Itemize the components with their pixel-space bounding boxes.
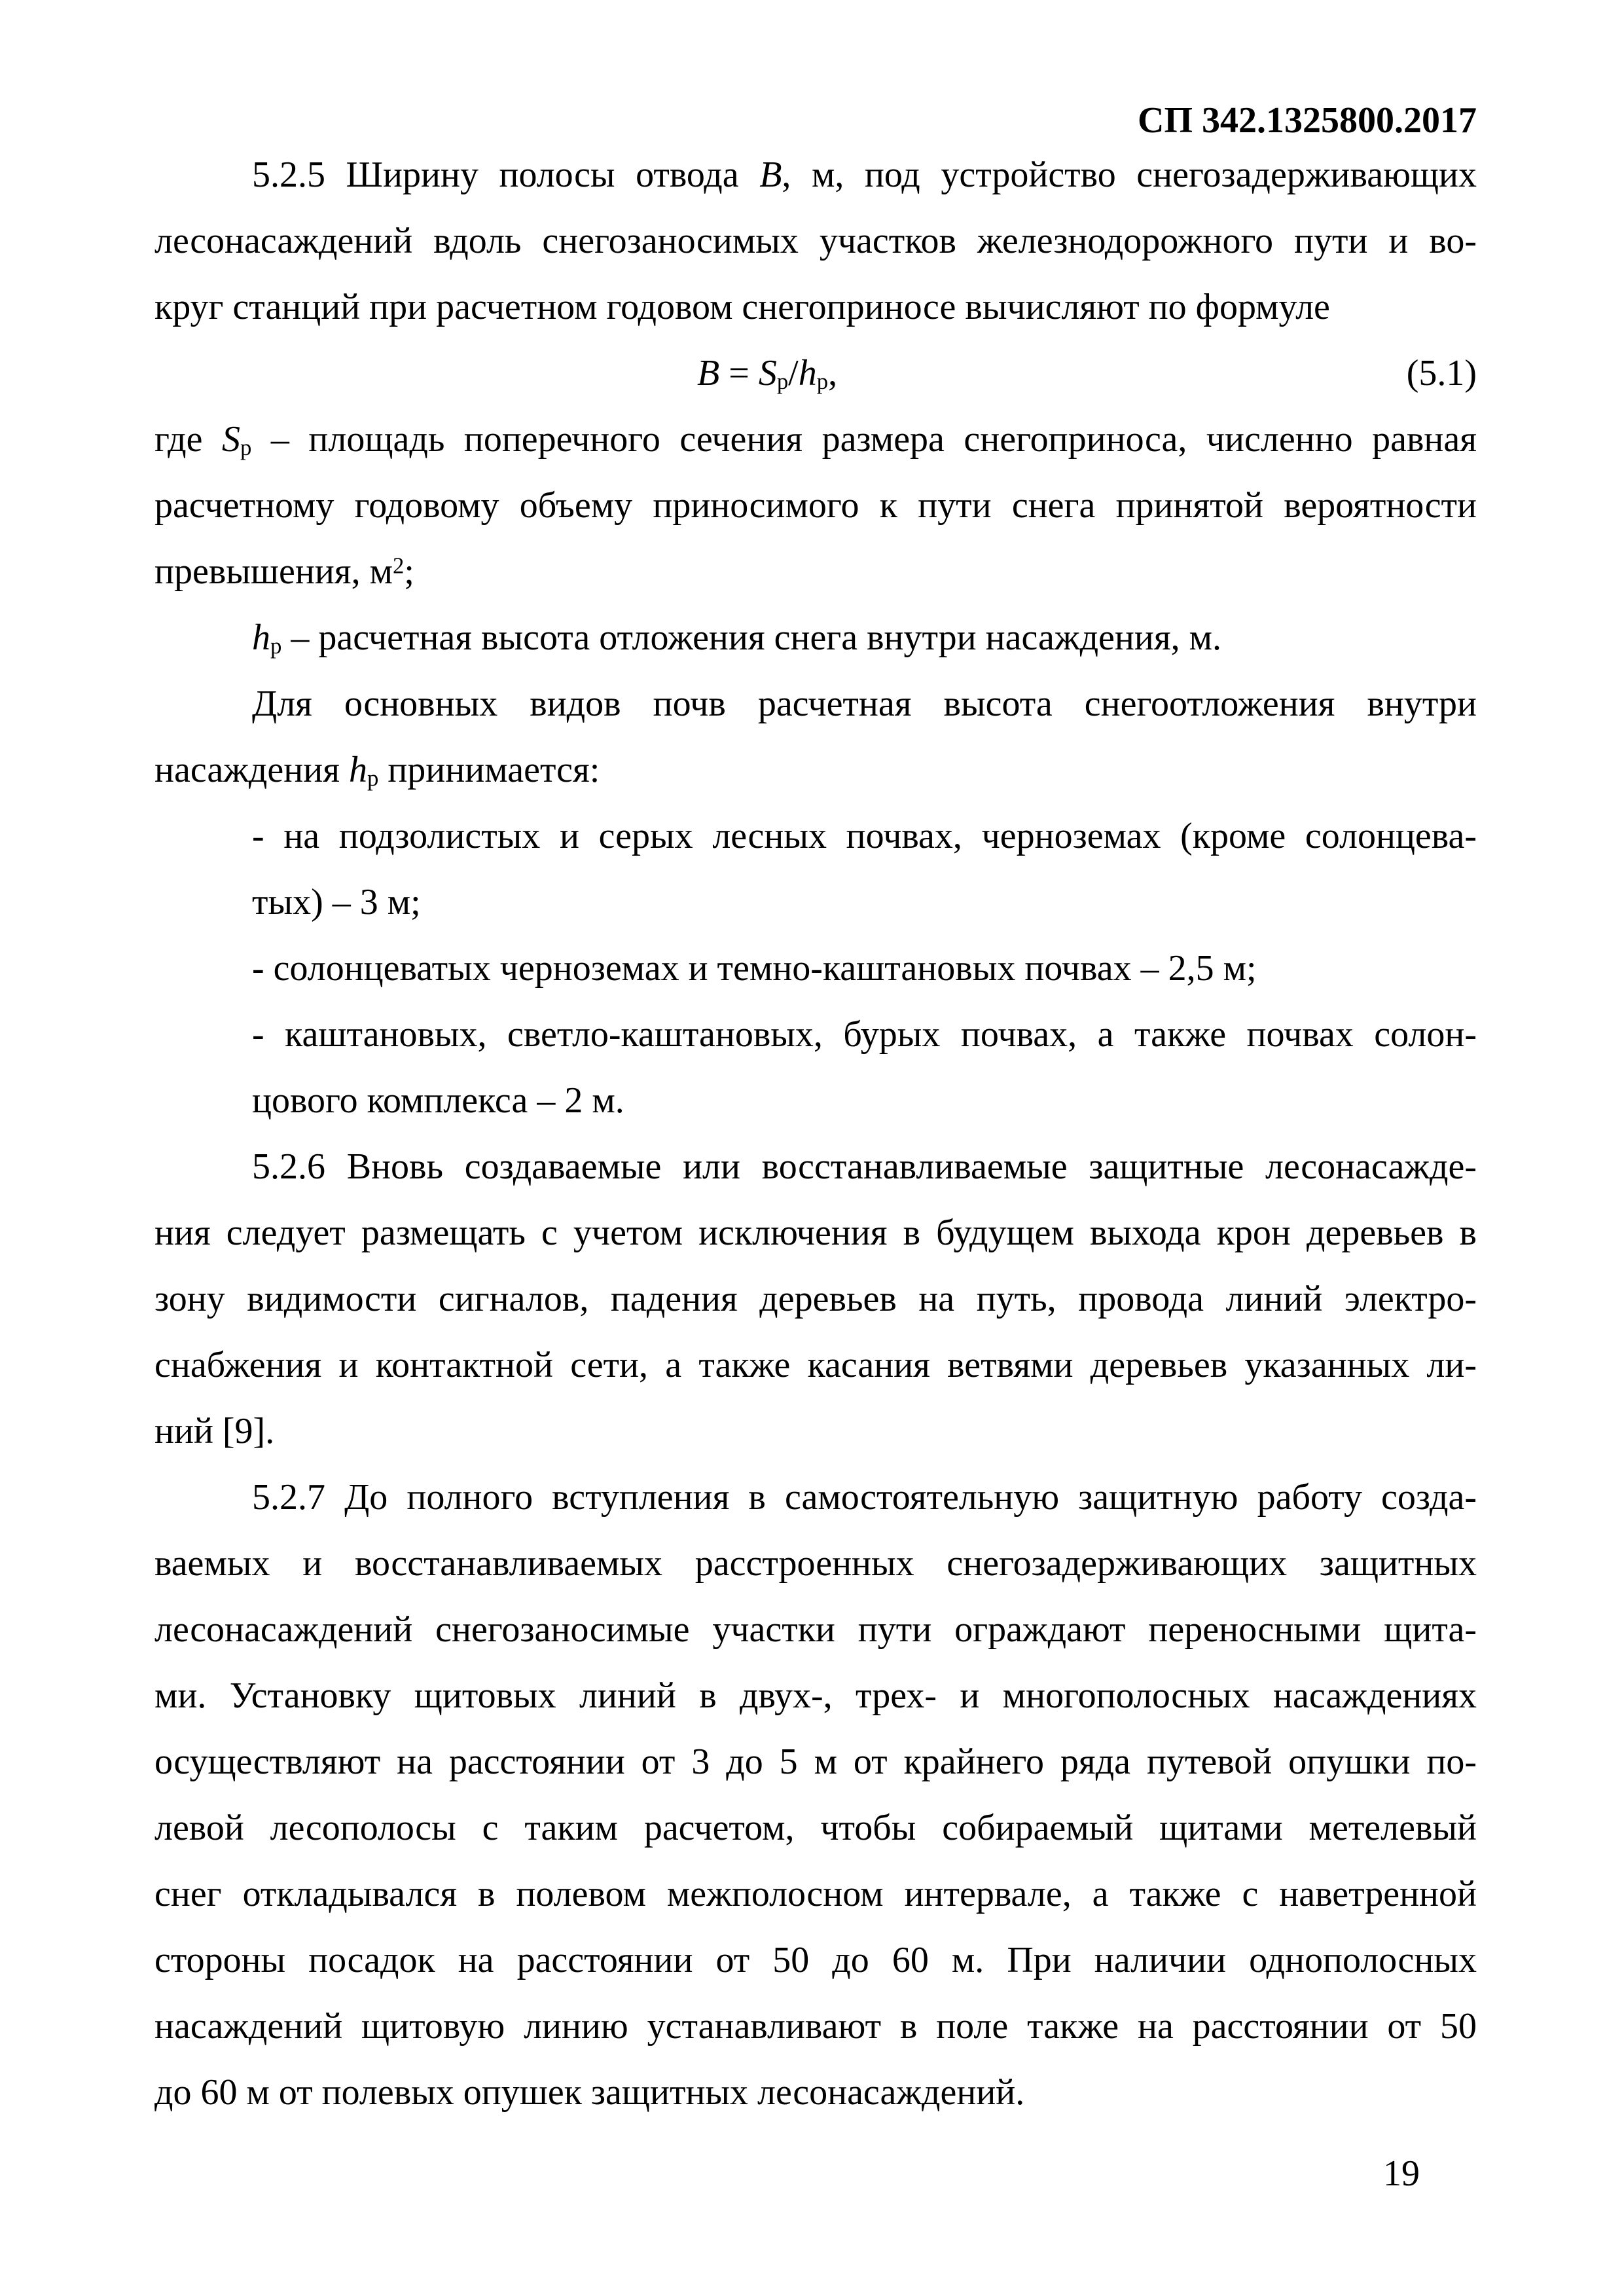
text-line [154,1465,1477,1531]
text-run: снабжения и контактной сети, а также касания ветвями деревьев указанных ли- [154,1345,1477,1385]
text-line [154,869,1477,936]
text-line [154,1994,1477,2060]
text-line [154,142,1477,208]
subscript: р [240,435,252,461]
text-run: насаждений щитовую линию устанавливают в поле также на расстоянии от 50 [154,2006,1477,2047]
equation-number: (5.1) [1406,353,1477,393]
text-line [154,1861,1477,1927]
text-line [154,1597,1477,1663]
text-run: ми. Установку щитовых линий в двух-, трех- и многополосных насаждениях [154,1675,1477,1716]
math-variable: В [759,155,782,195]
text-run: ния следует размещать с учетом исключения в будущем выхода крон деревьев в [154,1212,1477,1253]
document-code-header: СП 342.1325800.2017 [1138,100,1477,141]
text-run: Для основных видов почв расчетная высота снегоотложения внутри [252,683,1477,724]
text-run: зону видимости сигналов, падения деревьев на путь, провода линий электро- [154,1279,1477,1319]
text-run: = [719,353,759,393]
text-line [154,1398,1477,1465]
text-run: насаждения [154,750,349,790]
subscript: р [367,765,379,792]
text-line [154,737,1477,803]
text-run: , [828,353,838,393]
text-line [154,208,1477,274]
text-line [154,473,1477,539]
text-run: 5.2.5 Ширину полосы отвода [252,155,760,195]
math-variable: h [252,617,270,658]
math-variable: S [758,353,777,393]
text-run: принимается: [378,750,600,790]
text-run: - каштановых, светло-каштановых, бурых почвах, а также почвах солон- [252,1014,1477,1055]
text-line [154,1663,1477,1729]
math-variable: S [222,419,241,460]
text-line [154,1795,1477,1861]
text-run: стороны посадок на расстоянии от 50 до 60 м. При наличии однополосных [154,1940,1477,1980]
text-run: 5.2.7 До полного вступления в самостоятельную защитную работу созда- [252,1477,1477,1518]
text-run: – расчетная высота отложения снега внутри насаждения, м. [281,617,1222,658]
text-run: цового комплекса – 2 м. [252,1080,624,1121]
text-run: 5.2.6 Вновь создаваемые или восстанавливаемые защитные лесонасажде- [252,1146,1477,1187]
text-run: / [788,353,799,393]
text-run: осуществляют на расстоянии от 3 до 5 м от крайнего ряда путевой опушки по- [154,1741,1477,1782]
text-line [154,936,1477,1002]
text-run: ; [404,551,414,592]
formula-line [154,340,1477,407]
superscript: 2 [393,553,405,579]
text-line [154,605,1477,671]
text-line [154,1134,1477,1200]
text-run: тых) – 3 м; [252,882,421,922]
subscript: р [816,369,829,395]
text-run: , м, под устройство снегозадерживающих [782,155,1477,195]
text-run: лесонасаждений снегозаносимые участки пути ограждают переносными щита- [154,1609,1477,1650]
document-body [154,142,1477,2126]
text-line [154,1531,1477,1597]
text-run: левой лесополосы с таким расчетом, чтобы собираемый щитами метелевый [154,1808,1477,1848]
math-variable: h [348,750,367,790]
page-number: 19 [1383,2153,1420,2194]
text-run: лесонасаждений вдоль снегозаносимых участков железнодорожного пути и во- [154,221,1477,261]
text-line [154,1068,1477,1134]
text-run: превышения, м [154,551,393,592]
text-line [154,1332,1477,1398]
text-run: - на подзолистых и серых лесных почвах, черноземах (кроме солонцева- [252,816,1477,856]
text-run: ний [9]. [154,1411,275,1451]
text-run: - солонцеватых черноземах и темно-каштановых почвах – 2,5 м; [252,948,1257,989]
text-line [154,2060,1477,2126]
text-line [154,803,1477,869]
text-line [154,671,1477,737]
math-variable: h [798,353,817,393]
text-line [154,274,1477,340]
text-line [154,1200,1477,1266]
subscript: р [270,633,282,659]
text-line [154,407,1477,473]
text-line [154,1927,1477,1994]
text-run: где [154,419,223,460]
subscript: р [776,369,789,395]
text-run: – площадь поперечного сечения размера снегоприноса, численно равная [251,419,1477,460]
text-line [154,1002,1477,1068]
text-run: до 60 м от полевых опушек защитных лесонасаждений. [154,2072,1025,2113]
formula [697,340,837,407]
text-run: расчетному годовому объему приносимого к пути снега принятой вероятности [154,485,1477,526]
text-run: ваемых и восстанавливаемых расстроенных снегозадерживающих защитных [154,1543,1477,1584]
text-line [154,1729,1477,1795]
text-run: снег откладывался в полевом межполосном интервале, а также с наветренной [154,1874,1477,1914]
text-line [154,1266,1477,1332]
text-line [154,539,1477,605]
text-run: круг станций при расчетном годовом снегоприносе вычисляют по формуле [154,287,1330,327]
math-variable: В [697,353,720,393]
